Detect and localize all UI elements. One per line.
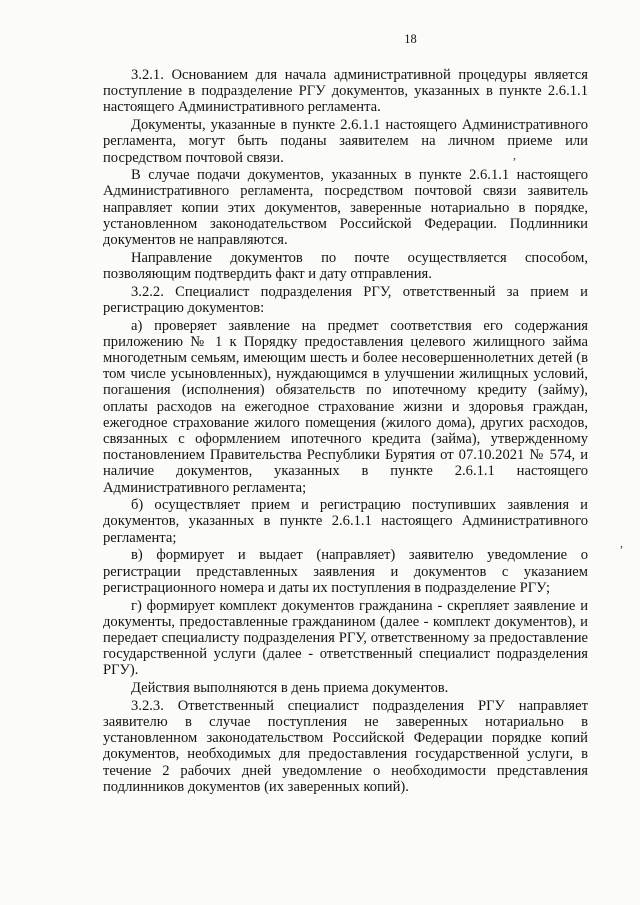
paragraph-submission-methods: Документы, указанные в пункте 2.6.1.1 настоящего Административного регламента, могут быть поданы заявителем на личном приеме или посредством почтовой связи. bbox=[103, 117, 588, 166]
page-number: 18 bbox=[404, 32, 417, 46]
paragraph-same-day: Действия выполняются в день приема документов. bbox=[131, 680, 449, 697]
list-item-v: в) формирует и выдает (направляет) заявителю уведомление о регистрации представленных заявления и документов с указанием регистрационного номера и даты их поступления в подразделение РГУ; bbox=[103, 547, 588, 596]
scan-mark: , bbox=[620, 536, 623, 550]
list-item-b: б) осуществляет прием и регистрацию поступивших заявления и документов, указанных в пункте 2.6.1.1 настоящего Административного регламента; bbox=[103, 497, 588, 546]
document-body bbox=[103, 67, 588, 795]
list-item-a: а) проверяет заявление на предмет соответствия его содержания приложению № 1 к Порядку предоставления целевого жилищного займа многодетным семьям, имеющим шесть и более несовершеннолетних детей (в том числе усыновленных), нуждающимся в улучшении жилищных условий, погашения (исполнения) обязательств по ипотечному кредиту (займу), оплаты расходов на ежегодное страхование жизни и здоровья граждан, ежегодное страхование жилого помещения (жилого дома), других расходов, связанных с оформлением ипотечного кредита (займа), утвержденному постановлением Правительства Республики Бурятия от 07.10.2021 № 574, и наличие документов, указанных в пункте 2.6.1.1 настоящего Административного регламента; bbox=[103, 317, 588, 496]
paragraph-postal-method: Направление документов по почте осуществляется способом, позволяющим подтвердить факт и дату отправления. bbox=[103, 249, 588, 282]
paragraph-3-2-1: 3.2.1. Основанием для начала административной процедуры является поступление в подразделение РГУ документов, указанных в пункте 2.6.1.1 настоящего Административного регламента. bbox=[103, 67, 588, 116]
scan-mark: , bbox=[513, 148, 516, 162]
list-item-g: г) формирует комплект документов гражданина - скрепляет заявление и документы, предоставленные гражданином (далее - комплект документов), и передает специалисту подразделения РГУ, ответственному за предоставление государственной услуги (далее - ответственный специалист подразделения РГУ). bbox=[103, 597, 588, 679]
paragraph-3-2-3: 3.2.3. Ответственный специалист подразделения РГУ направляет заявителю в случае поступления не заверенных нотариально в установленном законодательством Российской Федерации порядке копий документов, необходимых для предоставления государственной услуги, в течение 2 рабочих дней уведомление о необходимости представления подлинников документов (их заверенных копий). bbox=[103, 697, 588, 795]
paragraph-3-2-2: 3.2.2. Специалист подразделения РГУ, ответственный за прием и регистрацию документов: bbox=[103, 283, 588, 316]
paragraph-postal-submission: В случае подачи документов, указанных в пункте 2.6.1.1 настоящего Административного регламента, посредством почтовой связи заявитель направляет копии этих документов, заверенные нотариально в порядке, установленном законодательством Российской Федерации. Подлинники документов не направляются. bbox=[103, 167, 588, 249]
